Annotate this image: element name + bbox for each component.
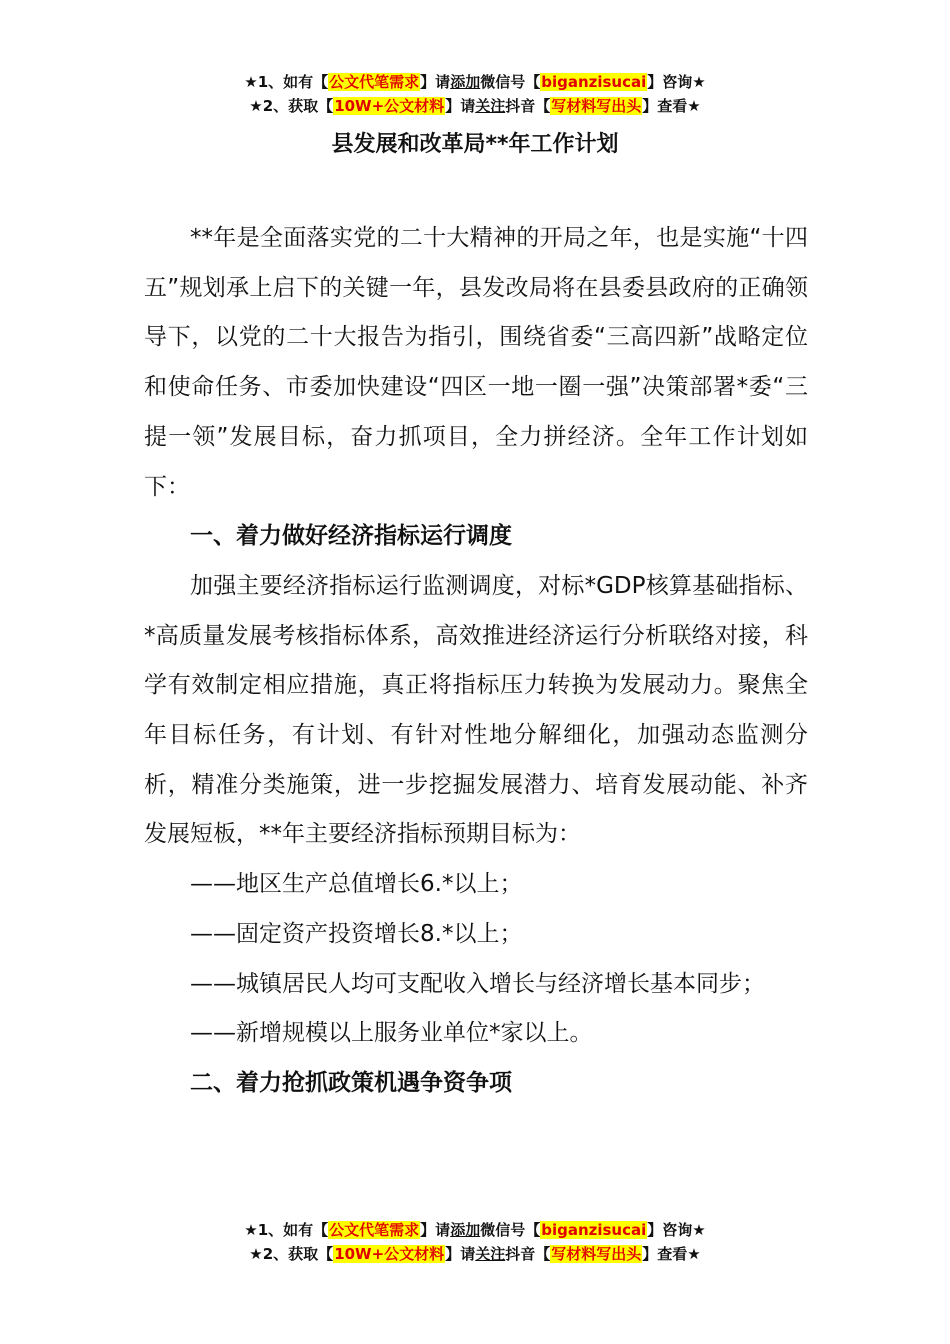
banner-text: ★2、获取【 — [249, 1245, 334, 1263]
highlight-text: 写材料写出头 — [551, 1245, 642, 1263]
banner-text: 抖音【 — [505, 1245, 551, 1263]
highlight-text: biganzisucai — [541, 1221, 647, 1239]
document-body — [144, 214, 808, 1109]
banner-text: 】请 — [420, 1221, 451, 1239]
banner-text: ★1、如有【 — [244, 73, 329, 91]
highlight-text: 10W+公文材料 — [334, 97, 445, 115]
target-item: ——固定资产投资增长8.*以上； — [190, 920, 523, 947]
target-item: ——新增规模以上服务业单位*家以上。 — [190, 1020, 593, 1047]
banner-line-1 — [0, 1218, 950, 1242]
document-title: 县发展和改革局**年工作计划 — [331, 132, 619, 157]
underlined-text: 添加 — [450, 1221, 481, 1239]
highlight-text: biganzisucai — [541, 73, 647, 91]
section-1-paragraph: 加强主要经济指标运行监测调度，对标*GDP核算基础指标、*高质量发展考核指标体系，高效推进经济运行分析联络对接，科学有效制定相应措施，真正将指标压力转换为发展动力。聚焦全年目标任务，有计划、有针对性地分解细化，加强动态监测分析，精准分类施策，进一步挖掘发展潜力、培育发展动能、补齐发展短板，**年主要经济指标预期目标为： — [144, 572, 808, 848]
banner-text: 微信号【 — [480, 73, 541, 91]
banner-text: 抖音【 — [505, 97, 551, 115]
banner-text: 微信号【 — [480, 1221, 541, 1239]
banner-text: 】咨询★ — [647, 1221, 706, 1239]
underlined-text: 关注 — [475, 1245, 506, 1263]
banner-text: 】查看★ — [642, 1245, 701, 1263]
banner-text: 】请 — [445, 1245, 476, 1263]
banner-text: ★2、获取【 — [249, 97, 334, 115]
banner-text: 】查看★ — [642, 97, 701, 115]
underlined-text: 关注 — [475, 97, 506, 115]
top-banner — [0, 70, 950, 118]
banner-text: 】请 — [420, 73, 451, 91]
banner-text: 】咨询★ — [647, 73, 706, 91]
section-2-heading: 二、着力抢抓政策机遇争资争项 — [190, 1069, 512, 1096]
highlight-text: 公文代笔需求 — [329, 73, 420, 91]
banner-text: 】请 — [445, 97, 476, 115]
bottom-banner — [0, 1218, 950, 1266]
section-1-heading: 一、着力做好经济指标运行调度 — [190, 523, 512, 550]
highlight-text: 公文代笔需求 — [329, 1221, 420, 1239]
banner-line-1 — [0, 70, 950, 94]
banner-text: ★1、如有【 — [244, 1221, 329, 1239]
intro-paragraph: **年是全面落实党的二十大精神的开局之年，也是实施“十四五”规划承上启下的关键一年，县发改局将在县委县政府的正确领导下，以党的二十大报告为指引，围绕省委“三高四新”战略定位和使命任务、市委加快建设“四区一地一圈一强”决策部署*委“三提一领”发展目标，奋力抓项目，全力拼经济。全年工作计划如下： — [144, 225, 808, 500]
target-item: ——地区生产总值增长6.*以上； — [190, 871, 523, 898]
banner-line-2 — [0, 94, 950, 118]
banner-line-2 — [0, 1242, 950, 1266]
target-item: ——城镇居民人均可支配收入增长与经济增长基本同步； — [190, 970, 765, 997]
underlined-text: 添加 — [450, 73, 481, 91]
highlight-text: 写材料写出头 — [551, 97, 642, 115]
highlight-text: 10W+公文材料 — [334, 1245, 445, 1263]
